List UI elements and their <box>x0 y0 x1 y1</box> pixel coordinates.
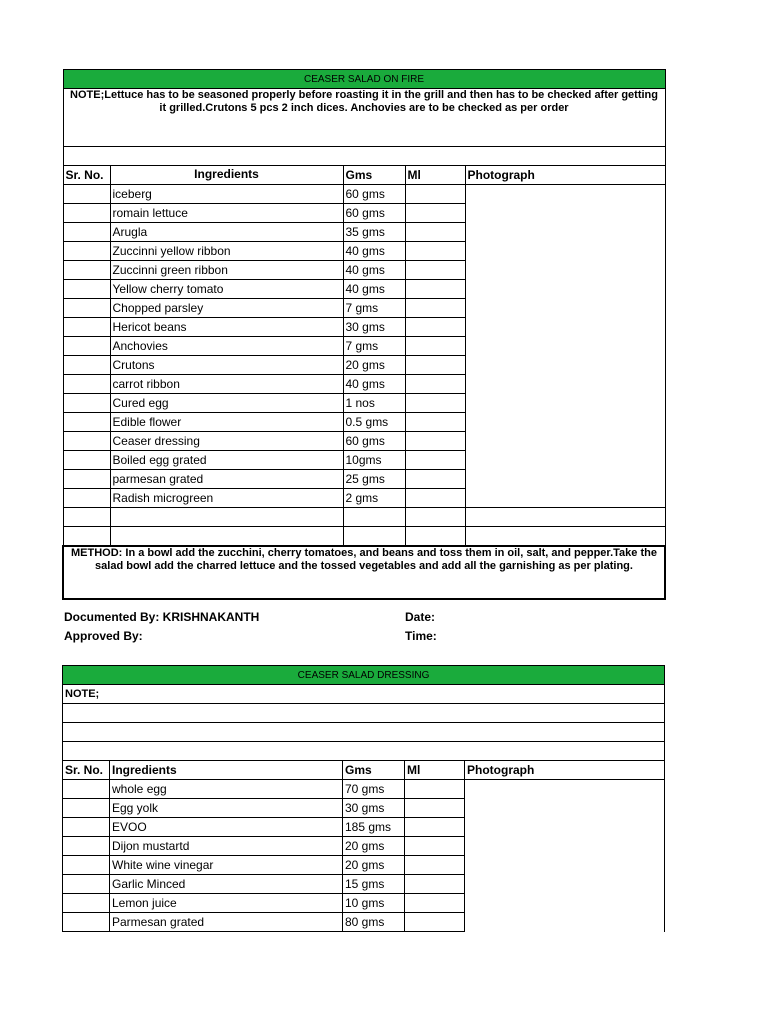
ingredient-gms[interactable]: 20 gms <box>343 356 405 375</box>
ingredient-name[interactable]: Ceaser dressing <box>110 432 343 451</box>
ingredient-gms[interactable]: 185 gms <box>343 818 405 837</box>
ingredient-gms[interactable]: 30 gms <box>343 799 405 818</box>
date-label: Date: <box>405 610 436 624</box>
ingredient-ml[interactable] <box>405 451 465 470</box>
ingredient-name[interactable]: Boiled egg grated <box>110 451 343 470</box>
ingredient-ml[interactable] <box>405 318 465 337</box>
sr-no-cell[interactable] <box>63 394 110 413</box>
ingredient-name[interactable]: Anchovies <box>110 337 343 356</box>
ingredient-gms[interactable]: 2 gms <box>343 489 405 508</box>
sr-no-cell[interactable] <box>63 780 110 799</box>
ingredient-ml[interactable] <box>405 242 465 261</box>
ingredient-row <box>63 185 665 204</box>
ingredient-name[interactable]: Crutons <box>110 356 343 375</box>
approved-by: Approved By: <box>64 629 143 643</box>
ingredient-name[interactable]: Chopped parsley <box>110 299 343 318</box>
ingredient-name[interactable]: Hericot beans <box>110 318 343 337</box>
ingredient-name[interactable]: Radish microgreen <box>110 489 343 508</box>
ingredient-name[interactable]: White wine vinegar <box>110 856 343 875</box>
ingredient-ml[interactable] <box>405 413 465 432</box>
photograph-cell[interactable] <box>465 185 665 508</box>
ingredient-gms[interactable]: 30 gms <box>343 318 405 337</box>
ingredient-name[interactable]: Yellow cherry tomato <box>110 280 343 299</box>
sr-no-cell[interactable] <box>63 799 110 818</box>
ingredient-ml[interactable] <box>405 299 465 318</box>
ingredient-name[interactable]: Arugla <box>110 223 343 242</box>
ingredient-name[interactable]: EVOO <box>110 818 343 837</box>
ingredient-gms[interactable]: 25 gms <box>343 470 405 489</box>
documented-by: Documented By: KRISHNAKANTH <box>64 610 260 624</box>
ingredient-ml[interactable] <box>405 875 465 894</box>
ingredient-name[interactable]: Lemon juice <box>110 894 343 913</box>
sr-no-cell[interactable] <box>63 261 110 280</box>
ingredient-name[interactable]: Zuccinni green ribbon <box>110 261 343 280</box>
ingredient-gms[interactable]: 20 gms <box>343 856 405 875</box>
ingredient-gms[interactable]: 40 gms <box>343 242 405 261</box>
sr-no-cell[interactable] <box>63 280 110 299</box>
sr-no-cell[interactable] <box>63 894 110 913</box>
ingredient-name[interactable]: romain lettuce <box>110 204 343 223</box>
ingredient-ml[interactable] <box>405 489 465 508</box>
ingredient-name[interactable]: Edible flower <box>110 413 343 432</box>
sr-no-cell[interactable] <box>63 299 110 318</box>
recipe-title[interactable]: CEASER SALAD ON FIRE <box>63 70 665 89</box>
time-label: Time: <box>405 629 437 643</box>
sr-no-cell[interactable] <box>63 451 110 470</box>
header-ml[interactable]: Ml <box>405 166 465 185</box>
header-sr-no[interactable]: Sr. No. <box>63 166 110 185</box>
sr-no-cell[interactable] <box>63 204 110 223</box>
method-text[interactable]: METHOD: In a bowl add the zucchini, cherry tomatoes, and beans and toss them in oil, salt, and pepper.Take the salad bowl add the charred lettuce and the tossed vegetables and add all the garnishing as per plating. <box>63 546 665 599</box>
ingredient-row <box>63 780 665 799</box>
ingredient-ml[interactable] <box>405 185 465 204</box>
header-ingredients[interactable]: Ingredients <box>110 166 343 185</box>
ingredient-ml[interactable] <box>405 356 465 375</box>
ingredient-ml[interactable] <box>405 470 465 489</box>
ingredient-gms[interactable]: 70 gms <box>343 780 405 799</box>
header-sr-no[interactable]: Sr. No. <box>63 761 110 780</box>
sr-no-cell[interactable] <box>63 489 110 508</box>
ingredient-ml[interactable] <box>405 894 465 913</box>
ingredient-ml[interactable] <box>405 394 465 413</box>
sr-no-cell[interactable] <box>63 356 110 375</box>
recipe-sheet-2 <box>62 665 665 932</box>
ingredient-gms[interactable]: 40 gms <box>343 261 405 280</box>
sr-no-cell[interactable] <box>63 875 110 894</box>
ingredient-name[interactable]: whole egg <box>110 780 343 799</box>
ingredient-name[interactable]: iceberg <box>110 185 343 204</box>
ingredient-gms[interactable]: 0.5 gms <box>343 413 405 432</box>
ingredient-gms[interactable]: 15 gms <box>343 875 405 894</box>
ingredient-ml[interactable] <box>405 799 465 818</box>
sr-no-cell[interactable] <box>63 913 110 932</box>
ingredient-ml[interactable] <box>405 818 465 837</box>
sr-no-cell[interactable] <box>63 818 110 837</box>
ingredient-gms[interactable]: 40 gms <box>343 375 405 394</box>
sr-no-cell[interactable] <box>63 432 110 451</box>
sr-no-cell[interactable] <box>63 318 110 337</box>
ingredient-name[interactable]: Parmesan grated <box>110 913 343 932</box>
ingredient-gms[interactable]: 10 gms <box>343 894 405 913</box>
sr-no-cell[interactable] <box>63 470 110 489</box>
ingredient-gms[interactable]: 10gms <box>343 451 405 470</box>
ingredient-ml[interactable] <box>405 780 465 799</box>
blank-row[interactable] <box>63 742 665 761</box>
ingredient-ml[interactable] <box>405 432 465 451</box>
header-ml[interactable]: Ml <box>405 761 465 780</box>
ingredient-gms[interactable]: 7 gms <box>343 337 405 356</box>
ingredient-ml[interactable] <box>405 913 465 932</box>
photograph-cell[interactable] <box>465 780 665 932</box>
ingredient-gms[interactable]: 60 gms <box>343 185 405 204</box>
sr-no-cell[interactable] <box>63 185 110 204</box>
ingredient-gms[interactable]: 1 nos <box>343 394 405 413</box>
sr-no-cell[interactable] <box>63 223 110 242</box>
ingredient-name[interactable]: Egg yolk <box>110 799 343 818</box>
recipe-title[interactable]: CEASER SALAD DRESSING <box>63 666 665 685</box>
ingredient-name[interactable]: Dijon mustartd <box>110 837 343 856</box>
recipe-note[interactable]: NOTE; <box>63 685 665 704</box>
ingredient-name[interactable]: Garlic Minced <box>110 875 343 894</box>
ingredient-name[interactable]: carrot ribbon <box>110 375 343 394</box>
ingredient-ml[interactable] <box>405 856 465 875</box>
header-ingredients[interactable]: Ingredients <box>110 761 343 780</box>
header-photograph[interactable]: Photograph <box>465 166 665 185</box>
blank-row[interactable] <box>63 723 665 742</box>
ingredient-ml[interactable] <box>405 280 465 299</box>
ingredient-ml[interactable] <box>405 204 465 223</box>
ingredient-name[interactable]: Zuccinni yellow ribbon <box>110 242 343 261</box>
sr-no-cell[interactable] <box>63 375 110 394</box>
ingredient-ml[interactable] <box>405 337 465 356</box>
ingredient-ml[interactable] <box>405 837 465 856</box>
ingredient-gms[interactable]: 60 gms <box>343 432 405 451</box>
ingredient-gms[interactable]: 35 gms <box>343 223 405 242</box>
ingredient-gms[interactable]: 40 gms <box>343 280 405 299</box>
ingredient-gms[interactable]: 60 gms <box>343 204 405 223</box>
ingredient-name[interactable]: Cured egg <box>110 394 343 413</box>
sr-no-cell[interactable] <box>63 337 110 356</box>
ingredient-ml[interactable] <box>405 375 465 394</box>
ingredient-ml[interactable] <box>405 261 465 280</box>
recipe-note[interactable]: NOTE;Lettuce has to be seasoned properly before roasting it in the grill and then has to be checked after getting it grilled.Crutons 5 pcs 2 inch dices. Anchovies are to be checked as per order <box>63 89 665 147</box>
header-gms[interactable]: Gms <box>343 166 405 185</box>
ingredient-gms[interactable]: 80 gms <box>343 913 405 932</box>
blank-row[interactable] <box>63 704 665 723</box>
header-gms[interactable]: Gms <box>343 761 405 780</box>
blank-row[interactable] <box>63 147 665 166</box>
header-photograph[interactable]: Photograph <box>465 761 665 780</box>
sr-no-cell[interactable] <box>63 856 110 875</box>
ingredient-gms[interactable]: 7 gms <box>343 299 405 318</box>
sr-no-cell[interactable] <box>63 242 110 261</box>
sr-no-cell[interactable] <box>63 837 110 856</box>
sr-no-cell[interactable] <box>63 413 110 432</box>
ingredient-name[interactable]: parmesan grated <box>110 470 343 489</box>
ingredient-gms[interactable]: 20 gms <box>343 837 405 856</box>
recipe-sheet-1 <box>62 69 666 600</box>
ingredient-ml[interactable] <box>405 223 465 242</box>
